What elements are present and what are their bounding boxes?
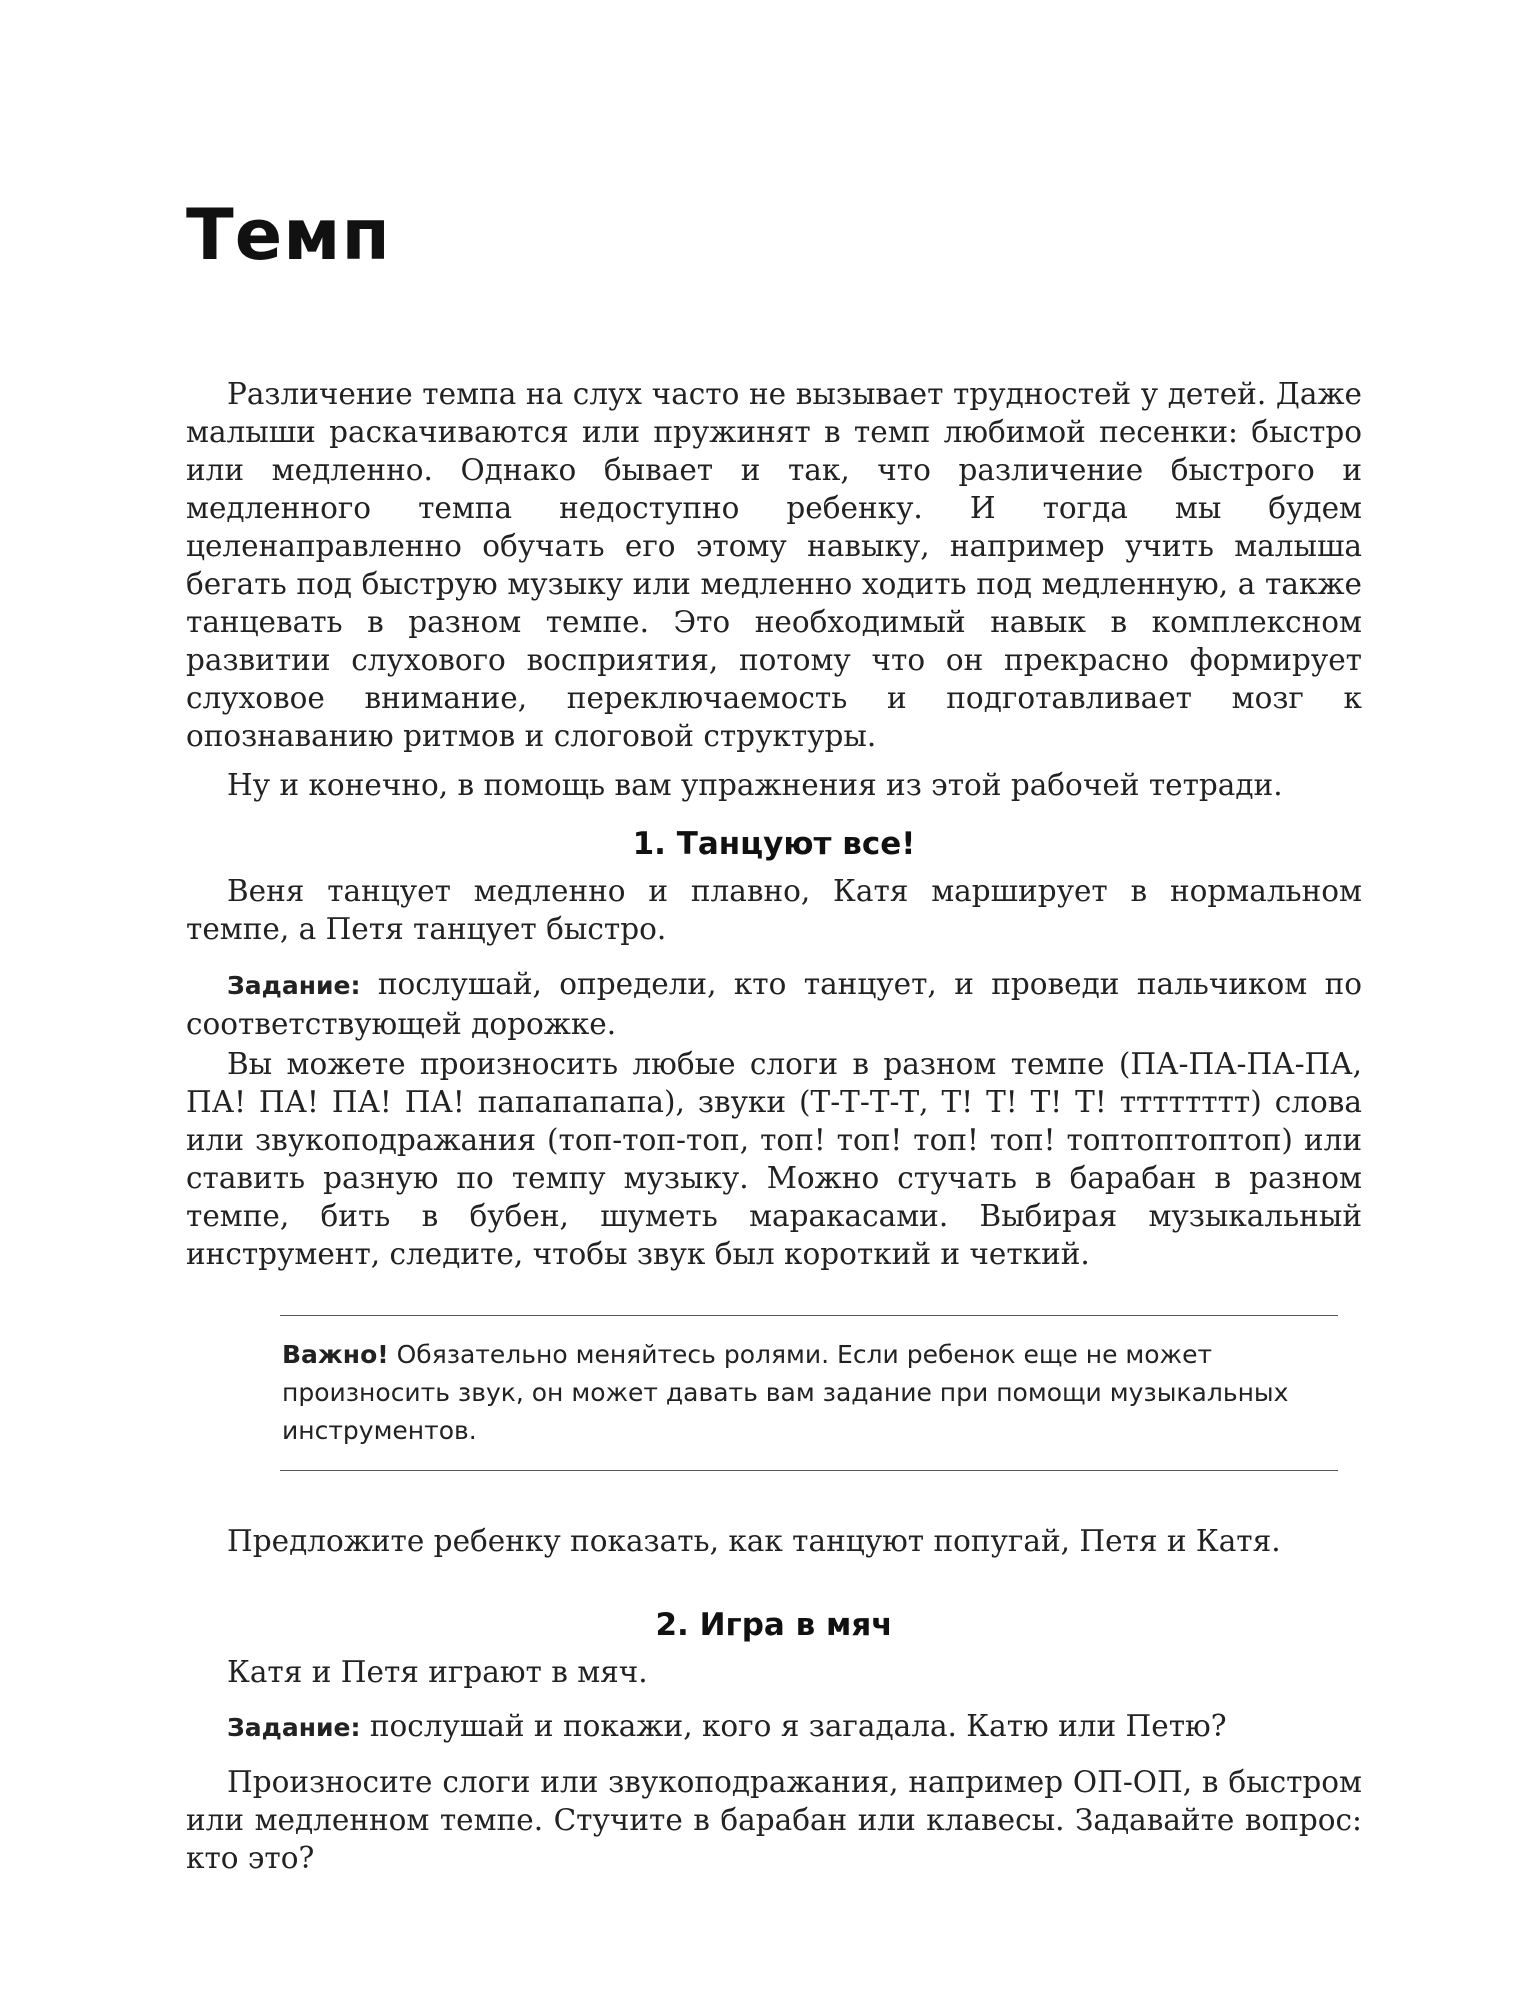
important-note-body: Обязательно меняйтесь ролями. Если ребенок еще не может произносить звук, он может давать вам задание при помощи музыкальных инструментов. (282, 1340, 1289, 1445)
section-2-task (186, 1707, 1362, 1747)
task-label: Задание: (227, 1713, 361, 1742)
section-1-heading: 1. Танцуют все! (632, 826, 916, 862)
after-note-paragraph: Предложите ребенку показать, как танцуют попугай, Петя и Катя. (227, 1524, 1281, 1558)
section-1-body (186, 872, 1362, 1273)
important-note-label: Важно! (282, 1340, 389, 1369)
section-1-task (186, 965, 1362, 1043)
intro-paragraph: Различение темпа на слух часто не вызывает трудностей у детей. Даже малыши раскачиваются или пружинят в темп любимой песенки: быстро или медленно. Однако бывает и так, что различение быстрого и медленного темпа недоступно ребенку. И тогда мы будем целенаправленно обучать его этому навыку, например учить малыша бегать под быструю музыку или медленно ходить под медленную, а также танцевать в разном темпе. Это необходимый навык в комплексном развитии слухового восприятия, потому что он прекрасно формирует слуховое внимание, переключаемость и подготавливает мозг к опознаванию ритмов и слоговой структуры. (186, 377, 1362, 753)
section-2-body (186, 1653, 1362, 1877)
important-note-text (280, 1316, 1338, 1450)
section-2-instruction: Произносите слоги или звукоподражания, например ОП-ОП, в быстром или медленном темпе. Стучите в барабан или клавесы. Задавайте вопрос: кто это? (186, 1765, 1362, 1875)
important-note (280, 1315, 1338, 1471)
section-2-description: Катя и Петя играют в мяч. (227, 1655, 648, 1689)
task-text: послушай, определи, кто танцует, и проведи пальчиком по соответствующей дорожке. (186, 967, 1362, 1041)
after-note-section (186, 1522, 1362, 1560)
task-text: послушай и покажи, кого я загадала. Катю или Петю? (360, 1709, 1227, 1743)
section-2-heading: 2. Игра в мяч (655, 1607, 893, 1643)
intro-section (186, 375, 1362, 804)
intro-paragraph: Ну и конечно, в помощь вам упражнения из этой рабочей тетради. (227, 768, 1283, 802)
section-1-description: Веня танцует медленно и плавно, Катя марширует в нормальном темпе, а Петя танцует быстро. (186, 874, 1362, 946)
section-1-instruction: Вы можете произносить любые слоги в разном темпе (ПА-ПА-ПА-ПА, ПА! ПА! ПА! ПА! папапапапа), звуки (Т-Т-Т-Т, Т! Т! Т! Т! тттттттт) слова или звукоподражания (топ-топ-топ, топ! топ! топ! топ! топтоптоптоп) или ставить разную по темпу музыку. Можно стучать в барабан в разном темпе, бить в бубен, шуметь маракасами. Выбирая музыкальный инструмент, следите, чтобы звук был короткий и четкий. (186, 1047, 1362, 1271)
page-title: Темп (186, 194, 391, 276)
task-label: Задание: (227, 971, 361, 1000)
